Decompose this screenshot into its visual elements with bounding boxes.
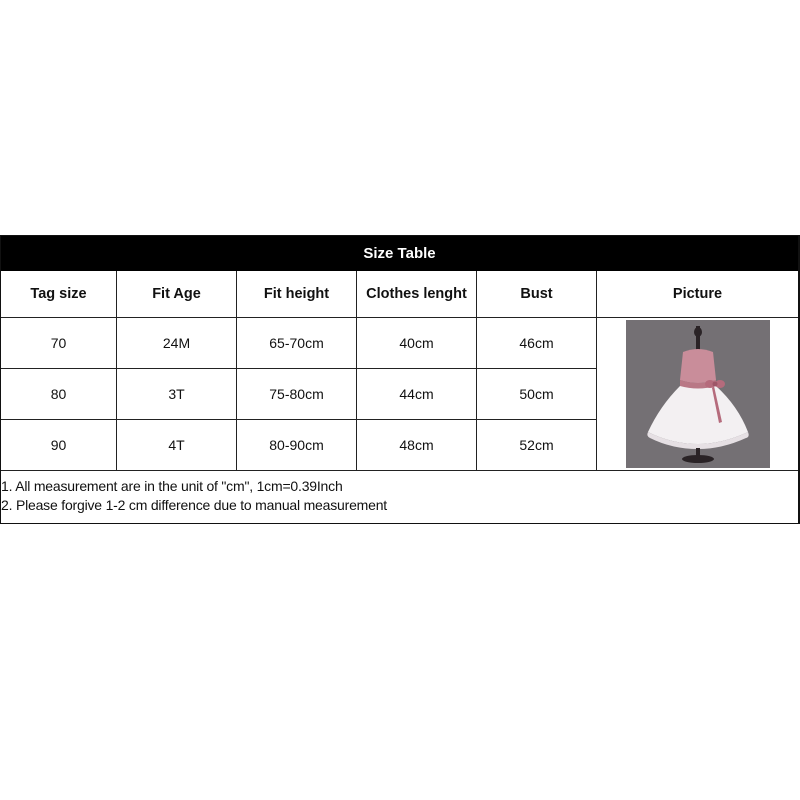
notes	[1, 471, 798, 523]
cell-clothes-length: 40cm	[357, 318, 477, 369]
cell-bust: 46cm	[477, 318, 597, 369]
dress-picture	[626, 320, 770, 468]
note-unit: 1. All measurement are in the unit of "cm", 1cm=0.39Inch	[1, 478, 343, 494]
header-bust: Bust	[477, 271, 597, 318]
picture-cell	[597, 318, 798, 471]
bow-knot	[712, 382, 717, 387]
header-fit-age: Fit Age	[117, 271, 237, 318]
cell-bust: 52cm	[477, 420, 597, 471]
header-clothes-length: Clothes lenght	[357, 271, 477, 318]
cell-tag-size: 70	[1, 318, 117, 369]
cell-fit-height: 80-90cm	[237, 420, 357, 471]
table-title: Size Table	[1, 236, 798, 271]
cell-fit-age: 24M	[117, 318, 237, 369]
cell-clothes-length: 44cm	[357, 369, 477, 420]
header-picture: Picture	[597, 271, 798, 318]
size-table	[0, 235, 800, 524]
cell-clothes-length: 48cm	[357, 420, 477, 471]
cell-fit-height: 75-80cm	[237, 369, 357, 420]
cell-tag-size: 90	[1, 420, 117, 471]
cell-fit-age: 4T	[117, 420, 237, 471]
dress-bodice	[680, 349, 716, 383]
table-grid	[1, 271, 798, 471]
cell-fit-age: 3T	[117, 369, 237, 420]
cell-bust: 50cm	[477, 369, 597, 420]
cell-fit-height: 65-70cm	[237, 318, 357, 369]
note-difference: 2. Please forgive 1-2 cm difference due to manual measurement	[1, 497, 387, 513]
cell-tag-size: 80	[1, 369, 117, 420]
stand-base	[682, 455, 714, 463]
header-tag-size: Tag size	[1, 271, 117, 318]
mannequin-head	[694, 327, 702, 337]
header-fit-height: Fit height	[237, 271, 357, 318]
